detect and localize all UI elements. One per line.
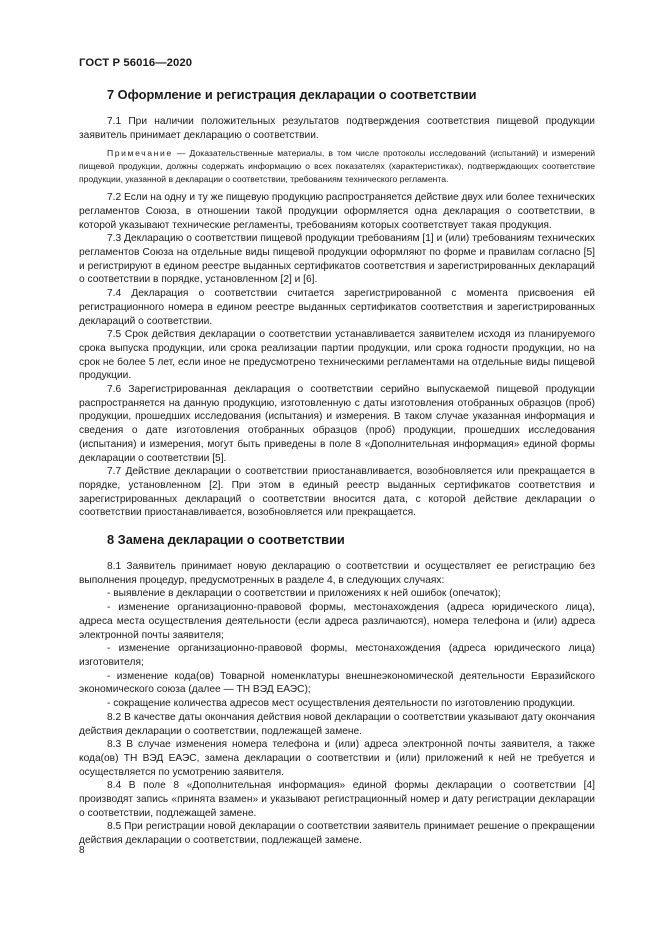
- list-item: - сокращение количества адресов мест осуществления деятельности по изготовлению продукции.: [107, 698, 576, 710]
- note: [79, 147, 595, 185]
- paragraph-8-3: 8.3 В случае изменения номера телефона и (или) адреса электронной почты заявителя, а также кода(ов) ТН ВЭД ЕАЭС, замена декларации о соответствии и (или) приложений к ней не требуется и осуществляется по усмотрению заявителя.: [79, 739, 595, 778]
- paragraph-8-1: 8.1 Заявитель принимает новую декларацию о соответствии и осуществляет ее регистрацию без выполнения процедур, предусмотренных в разделе 4, в следующих случаях:: [79, 561, 595, 586]
- paragraph-8-5: 8.5 При регистрации новой декларации о соответствии заявитель принимает решение о прекращении действия декларации о соответствии, подлежащей замене.: [79, 821, 595, 847]
- paragraph-8-4: 8.4 В поле 8 «Дополнительная информация» единой формы декларации о соответствии [4] производят запись «принята взамен» и указывают регистрационный номер и дату регистрации декларации о соответствии, подлежащей замене.: [79, 780, 595, 819]
- paragraph-8-2: 8.2 В качестве даты окончания действия новой декларации о соответствии указывают дату окончания действия декларации о соответствии, подлежащей замене.: [79, 711, 595, 737]
- list-item: - выявление в декларации о соответствии и приложениях к ней ошибок (опечаток);: [107, 588, 501, 600]
- paragraph-7-3: 7.3 Декларацию о соответствии пищевой продукции требованиям [1] и (или) требованиям технических регламентов Союза на отдельные виды пищевой продукции оформляют по форме и правилам согласно [5] и регистрируют в едином реестре выданных сертификатов соответствия и зарегистрированных деклараций о соответствии в порядке, установленном [2] и [6].: [79, 233, 595, 286]
- paragraph-7-2: 7.2 Если на одну и ту же пищевую продукцию распространяется действие двух или более технических регламентов Союза, в отношении такой продукции оформляется одна декларация о соответствии, в которой указывают технические регламенты, требованиям которых соответствует такая продукция.: [79, 192, 595, 231]
- list-item: - изменение организационно-правовой формы, местонахождения (адреса юридического лица), адреса места осуществления деятельности (если адреса различаются), номера телефона и (или) адреса электронной почты заявителя;: [79, 602, 595, 641]
- paragraph-7-5: 7.5 Срок действия декларации о соответствии устанавливается заявителем исходя из планируемого срока выпуска продукции, или срока реализации партии продукции, или срока годности продукции, но на срок не более 5 лет, если иное не предусмотрено техническими регламентами на отдельные виды пищевой продукции.: [79, 329, 595, 382]
- document-code: ГОСТ Р 56016—2020: [79, 57, 193, 69]
- section-8-title: 8 Замена декларации о соответствии: [107, 532, 345, 548]
- list-item: - изменение кода(ов) Товарной номенклатуры внешнеэкономической деятельности Евразийского экономического союза (далее — ТН ВЭД ЕАЭС);: [79, 670, 595, 696]
- document-body: [79, 87, 595, 848]
- paragraph-7-6: 7.6 Зарегистрированная декларация о соответствии серийно выпускаемой пищевой продукции распространяется на данную продукцию, изготовленную с даты изготовления отобранных образцов (проб) продукции, прошедших исследования (испытания) и измерения. В таком случае указанная информация и сведения о дате изготовления отобранных образцов (проб) продукции, прошедших исследования (испытания) и измерения, могут быть приведены в поле 8 «Дополнительная информация» единой формы декларации о соответствии [5].: [79, 384, 595, 464]
- page-number: 8: [79, 845, 85, 856]
- list-item: - изменение организационно-правовой формы, местонахождения (адреса юридического лица) изготовителя;: [79, 643, 595, 668]
- section-7-title: 7 Оформление и регистрация декларации о соответствии: [107, 87, 477, 102]
- paragraph-7-1: 7.1 При наличии положительных результатов подтверждения соответствия пищевой продукции заявитель принимает декларацию о соответствии.: [79, 116, 595, 141]
- note-text: — Доказательственные материалы, в том числе протоколы исследований (испытаний) и измерений пищевой продукции, должны содержать информацию о всех показателях (характеристиках), подтверждающих соответствие продукции, указанной в декларации о соответствии, требованиям технического регламента.: [79, 148, 595, 184]
- note-label: Примечание: [107, 148, 173, 159]
- paragraph-7-7: 7.7 Действие декларации о соответствии приостанавливается, возобновляется или прекращается в порядке, установленном [2]. При этом в единый реестр выданных сертификатов соответствия и зарегистрированных деклараций о соответствии вносится дата, с которой действие декларации о соответствии приостанавливается, возобновляется или прекращается.: [79, 466, 595, 519]
- paragraph-7-4: 7.4 Декларация о соответствии считается зарегистрированной с момента присвоения ей регистрационного номера в едином реестре выданных сертификатов соответствия и зарегистрированных деклараций о соответствии.: [79, 288, 595, 327]
